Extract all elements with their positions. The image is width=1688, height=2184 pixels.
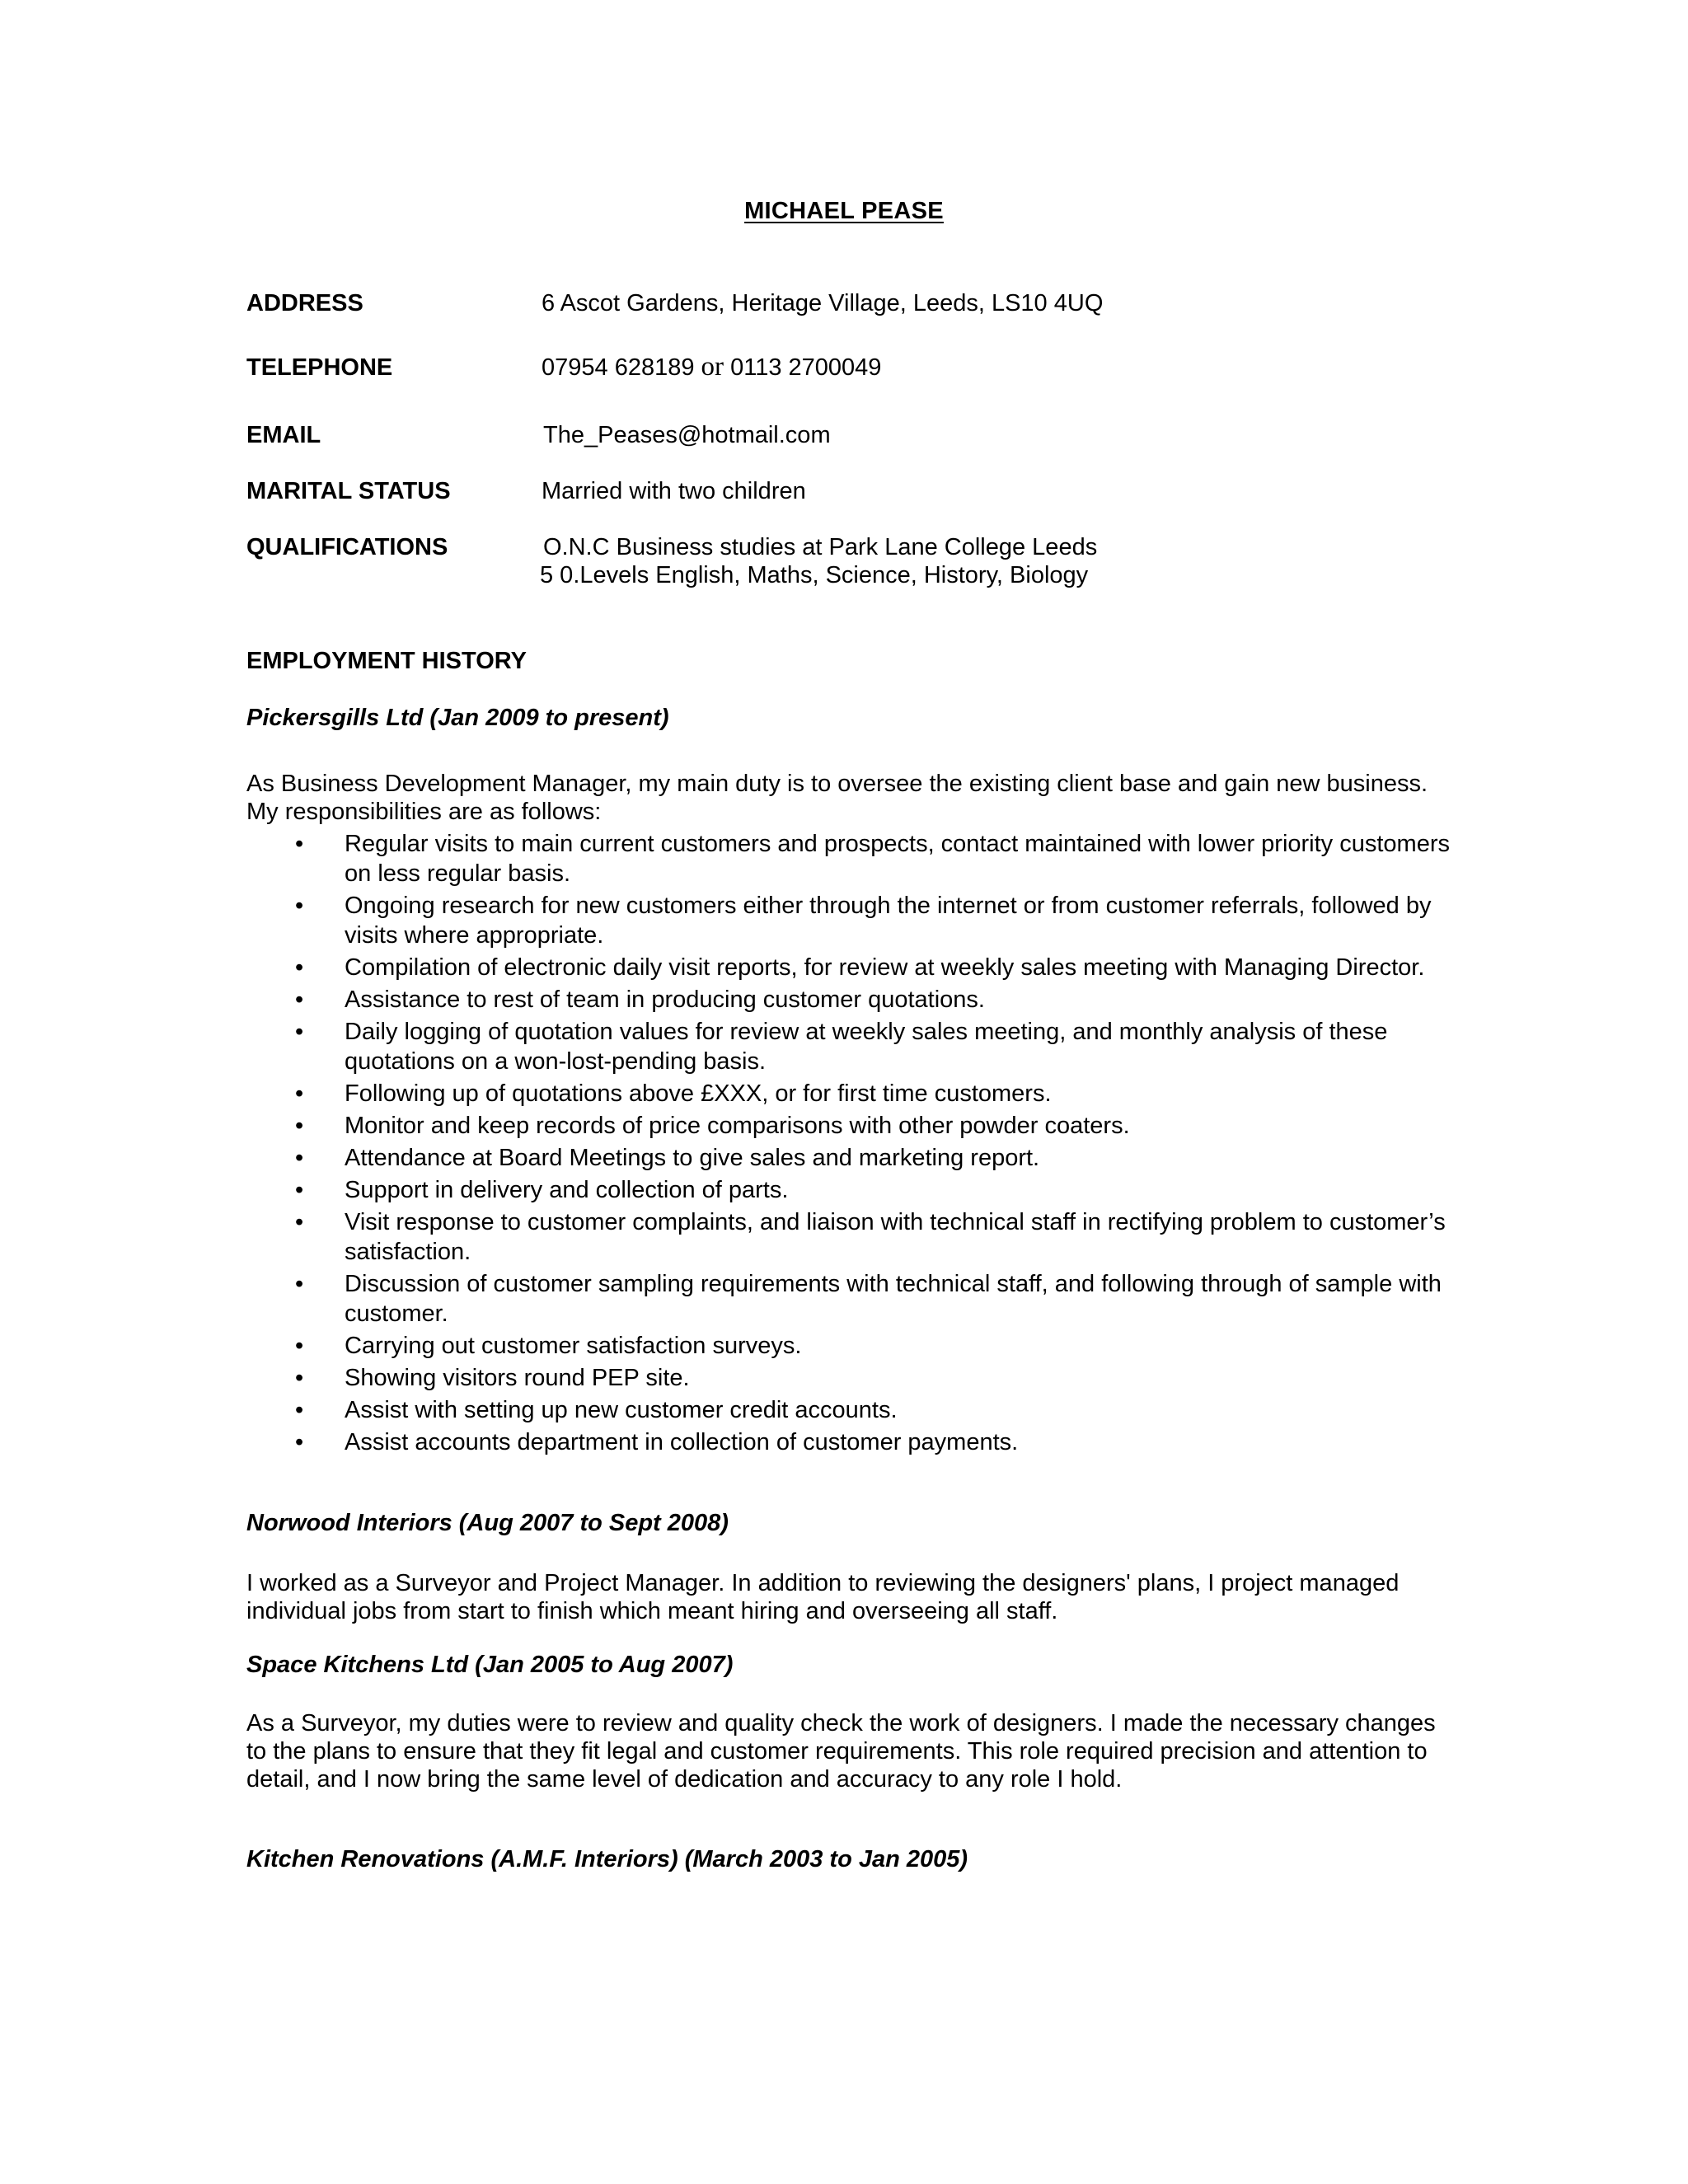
list-item	[246, 1175, 1450, 1205]
bullet-icon: •	[295, 1365, 304, 1391]
telephone-secondary: 0113 2700049	[730, 354, 882, 381]
duties-list	[246, 829, 1450, 1460]
duty-text: Assist with setting up new customer credit accounts.	[345, 1397, 898, 1423]
duty-text: Carrying out customer satisfaction surveys.	[345, 1333, 802, 1359]
bullet-icon: •	[295, 1145, 304, 1171]
duty-text: Ongoing research for new customers either through the internet or from customer referrals, followed by visits where appropriate.	[345, 893, 1432, 949]
duty-text: Monitor and keep records of price comparisons with other powder coaters.	[345, 1113, 1130, 1139]
job-heading: Pickersgills Ltd (Jan 2009 to present)	[246, 705, 669, 731]
qualifications-label: QUALIFICATIONS	[246, 534, 448, 560]
list-item	[246, 1079, 1450, 1108]
duty-text: Assist accounts department in collection of customer payments.	[345, 1429, 1019, 1455]
telephone-primary: 07954 628189	[542, 354, 695, 381]
list-item	[246, 1111, 1450, 1141]
qualification-item: 5 0.Levels English, Maths, Science, History, Biology	[540, 562, 1089, 588]
job-description: I worked as a Surveyor and Project Manager. In addition to reviewing the designers' plans, I project managed individual jobs from start to finish which meant hiring and overseeing all staff.	[246, 1570, 1400, 1624]
list-item	[246, 1143, 1450, 1173]
employment-history-heading: EMPLOYMENT HISTORY	[246, 648, 527, 674]
bullet-icon: •	[295, 1397, 304, 1423]
marital-status-value: Married with two children	[542, 478, 806, 504]
address-label: ADDRESS	[246, 290, 363, 316]
job-heading: Kitchen Renovations (A.M.F. Interiors) (March 2003 to Jan 2005)	[246, 1846, 968, 1872]
duty-text: Compilation of electronic daily visit reports, for review at weekly sales meeting with Managing Director.	[345, 954, 1425, 981]
bullet-icon: •	[295, 1080, 304, 1107]
duty-text: Attendance at Board Meetings to give sales and marketing report.	[345, 1145, 1040, 1171]
qualification-item: O.N.C Business studies at Park Lane College Leeds	[543, 534, 1098, 560]
duty-text: Assistance to rest of team in producing customer quotations.	[345, 987, 985, 1013]
list-item	[246, 891, 1450, 950]
list-item	[246, 953, 1450, 982]
bullet-icon: •	[295, 1177, 304, 1203]
job-heading: Space Kitchens Ltd (Jan 2005 to Aug 2007)	[246, 1652, 734, 1678]
job-description: As a Surveyor, my duties were to review and quality check the work of designers. I made the necessary changes to the plans to ensure that they fit legal and customer requirements. This role required precision and attention to detail, and I now bring the same level of dedication and accuracy to any role I hold.	[246, 1710, 1436, 1793]
page-title: MICHAEL PEASE	[744, 198, 944, 224]
bullet-icon: •	[295, 987, 304, 1013]
bullet-icon: •	[295, 831, 304, 857]
duty-text: Discussion of customer sampling requirements with technical staff, and following through of sample with customer.	[345, 1271, 1442, 1327]
bullet-icon: •	[295, 893, 304, 919]
list-item	[246, 1017, 1450, 1076]
bullet-icon: •	[295, 1429, 304, 1455]
bullet-icon: •	[295, 1209, 304, 1235]
marital-status-label: MARITAL STATUS	[246, 478, 451, 504]
bullet-icon: •	[295, 1271, 304, 1297]
bullet-icon: •	[295, 1333, 304, 1359]
list-item	[246, 985, 1450, 1015]
list-item	[246, 829, 1450, 888]
telephone-value	[542, 352, 881, 382]
bullet-icon: •	[295, 1113, 304, 1139]
duty-text: Showing visitors round PEP site.	[345, 1365, 690, 1391]
job-intro: As Business Development Manager, my main duty is to oversee the existing client base and gain new business. My responsibilities are as follows:	[246, 771, 1428, 825]
email-value: The_Peases@hotmail.com	[543, 422, 831, 448]
duty-text: Daily logging of quotation values for review at weekly sales meeting, and monthly analysis of these quotations on a won-lost-pending basis.	[345, 1019, 1388, 1075]
list-item	[246, 1269, 1450, 1329]
list-item	[246, 1427, 1450, 1457]
duty-text: Regular visits to main current customers and prospects, contact maintained with lower priority customers on less regular basis.	[345, 831, 1450, 887]
bullet-icon: •	[295, 1019, 304, 1045]
telephone-label: TELEPHONE	[246, 354, 393, 381]
duty-text: Support in delivery and collection of parts.	[345, 1177, 789, 1203]
list-item	[246, 1207, 1450, 1267]
job-heading: Norwood Interiors (Aug 2007 to Sept 2008)	[246, 1510, 729, 1536]
list-item	[246, 1331, 1450, 1361]
address-value: 6 Ascot Gardens, Heritage Village, Leeds, LS10 4UQ	[542, 290, 1104, 316]
bullet-icon: •	[295, 954, 304, 981]
telephone-or: or	[701, 352, 724, 382]
duty-text: Visit response to customer complaints, and liaison with technical staff in rectifying problem to customer’s satisfaction.	[345, 1209, 1446, 1265]
list-item	[246, 1395, 1450, 1425]
duty-text: Following up of quotations above £XXX, or for first time customers.	[345, 1080, 1052, 1107]
list-item	[246, 1363, 1450, 1393]
email-label: EMAIL	[246, 422, 321, 448]
